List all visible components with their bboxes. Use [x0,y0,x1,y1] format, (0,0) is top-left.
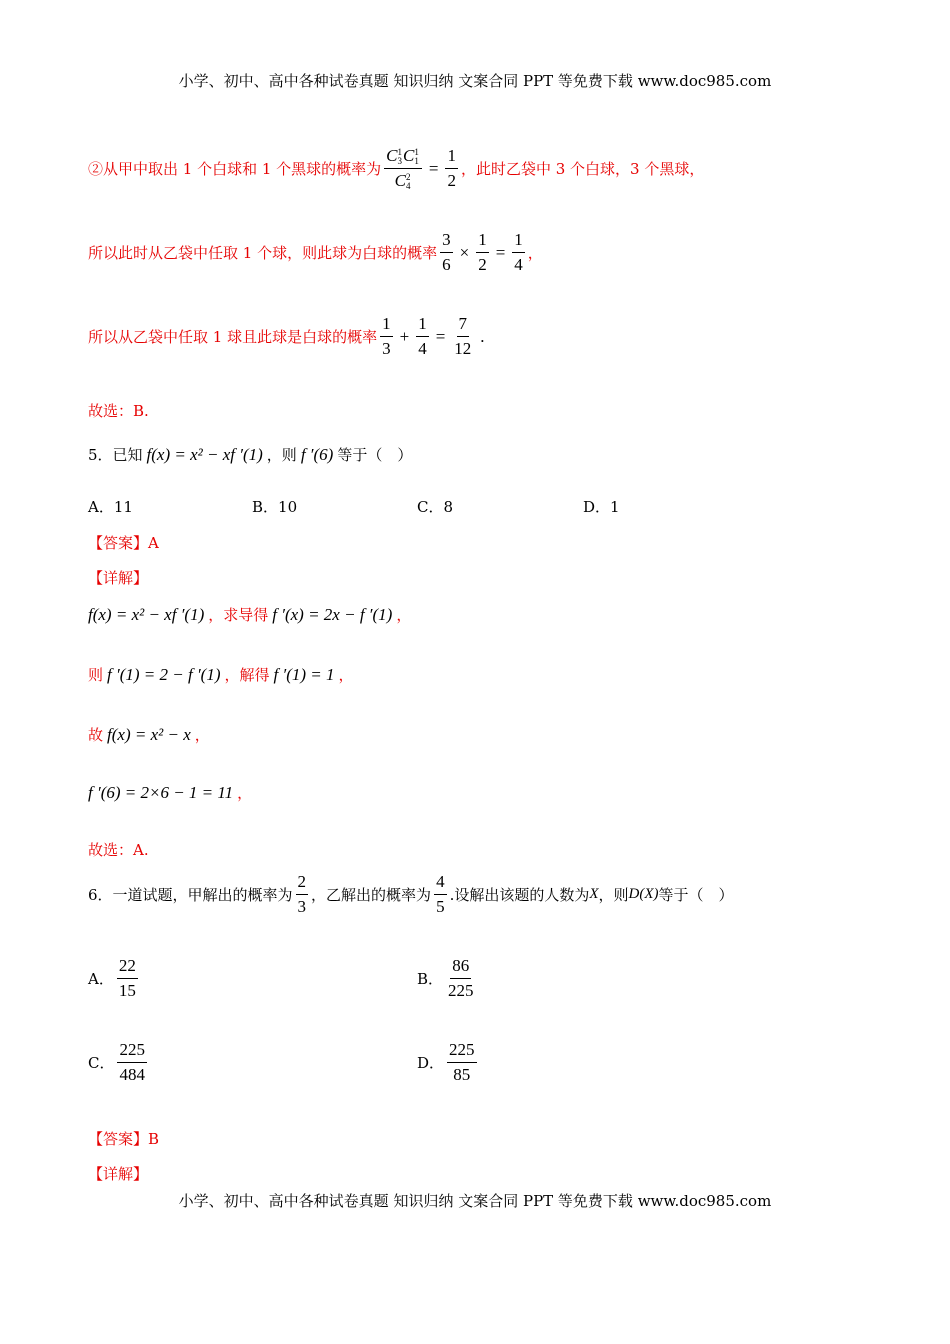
q5-step-2-text: ，解得 [224,666,270,684]
q5-step-2-pre: 则 [88,666,104,684]
q5-step-3-math: f(x) = x² − x [107,724,191,744]
prob-line-2-tail: ， [527,244,543,262]
q6-answer-value: B [148,1129,160,1148]
q5-step-1-math: f(x) = x² − xf ′(1) [88,604,205,624]
fraction-1-2: $\frac{1}{2}$ [478,230,487,274]
q6-option-d[interactable]: D． $\frac{225}{85}$ [417,1040,475,1084]
q5-step-1 [88,604,411,625]
q6-option-c[interactable]: C． $\frac{225}{484}$ [88,1040,145,1084]
q5-answer-tag: 【答案】 [88,534,149,552]
q6-prob-a: $\frac{2}{3}$ [297,872,307,916]
prob-line-3: 所以从乙袋中任取 1 球且此球是白球的概率 $\frac{1}{3}$ + $\frac{1}{4}$ = $\frac{7}{12}$ . [88,314,485,358]
prob-line-1 [88,146,704,191]
fraction-1-4b: $\frac{1}{4}$ [418,314,427,358]
q5-step-2-math: f ′(1) = 2 − f ′(1) [107,664,221,684]
q6-option-a[interactable]: A． $\frac{22}{15}$ [88,956,136,1000]
q5-answer [88,532,159,553]
q5-step-4-tail: ， [237,784,253,802]
q5-step-3-pre: 故 [88,726,104,744]
fraction-1-3: $\frac{1}{3}$ [382,314,391,358]
q6-option-b[interactable]: B． $\frac{86}{225}$ [417,956,474,1000]
q5-answer-value: A [148,533,159,552]
q5-suffix: 等于（ ） [337,446,413,464]
prob-line-1-text: ②从甲中取出 1 个白球和 1 个黑球的概率为 [88,160,382,179]
q5-stem [88,444,412,465]
prob-line-1-tail: ，此时乙袋中 3 个白球，3 个黑球， [460,160,705,179]
q5-step-2-solution: f ′(1) = 1 [273,664,335,684]
q5-mid: ，则 [266,446,297,464]
combination-fraction: C 1 3 C 1 1 C 2 4 [384,146,422,191]
fraction-half: $\frac{1}{2}$ [447,146,456,191]
q6-suffix: .设解出该题的人数为 [449,886,590,904]
q6-answer-tag: 【答案】 [88,1130,149,1148]
page-footer: 小学、初中、高中各种试卷真题 知识归纳 文案合同 PPT 等免费下载 www.doc985.com [178,1192,772,1210]
q6-tail-1: ，则 [598,886,629,904]
q5-choose: 故选：A. [88,841,149,859]
q5-step-3-tail: ， [194,726,210,744]
fraction-3-6: $\frac{3}{6}$ [442,230,451,274]
q5-step-1-text: ，求导得 [208,606,269,624]
q5-function: f(x) = x² − xf ′(1) [146,444,263,464]
q6-detail-tag: 【详解】 [88,1165,149,1183]
q6-stem [88,872,734,917]
q5-step-1-derivative: f ′(x) = 2x − f ′(1) [272,604,393,624]
q6-mid: ，乙解出的概率为 [311,886,432,904]
q5-option-a[interactable]: A．11 [88,498,133,516]
fraction-7-12: $\frac{7}{12}$ [454,314,472,358]
prob-line-3-tail: . [480,326,485,346]
q6-var-x: X [589,886,599,902]
prob-line-2-text: 所以此时从乙袋中任取 1 个球，则此球为白球的概率 [88,244,438,262]
q6-tail-2: 等于（ ） [658,886,734,904]
q5-option-c[interactable]: C．8 [417,498,454,516]
q6-var-dx: D(X) [628,886,659,902]
q6-answer [88,1128,159,1149]
prev-choose: 故选：B. [88,402,149,420]
prob-line-2: 所以此时从乙袋中任取 1 个球，则此球为白球的概率 $\frac{3}{6}$ × $\frac{1}{2}$ = $\frac{1}{4}$ ， [88,230,543,274]
q5-target: f ′(6) [300,444,334,464]
q6-prob-b: $\frac{4}{5}$ [436,872,445,916]
prob-line-3-text: 所以从乙袋中任取 1 球且此球是白球的概率 [88,328,378,346]
page-header: 小学、初中、高中各种试卷真题 知识归纳 文案合同 PPT 等免费下载 www.doc985.com [178,72,772,90]
q5-step-4 [88,782,252,803]
equals-sign: = [428,158,439,178]
q5-step-2-tail: ， [338,666,354,684]
q5-prefix: 5．已知 [88,446,143,464]
fraction-1-4: $\frac{1}{4}$ [514,230,523,274]
q6-prefix: 6．一道试题，甲解出的概率为 [88,886,293,904]
q5-step-4-math: f ′(6) = 2×6 − 1 = 11 [88,782,234,802]
q5-step-3 [88,724,210,745]
q5-option-d[interactable]: D．1 [583,498,620,516]
q5-detail-tag: 【详解】 [88,569,149,587]
q5-step-1-tail: ， [396,606,412,624]
q5-option-b[interactable]: B．10 [252,498,298,516]
q5-step-2 [88,664,354,685]
